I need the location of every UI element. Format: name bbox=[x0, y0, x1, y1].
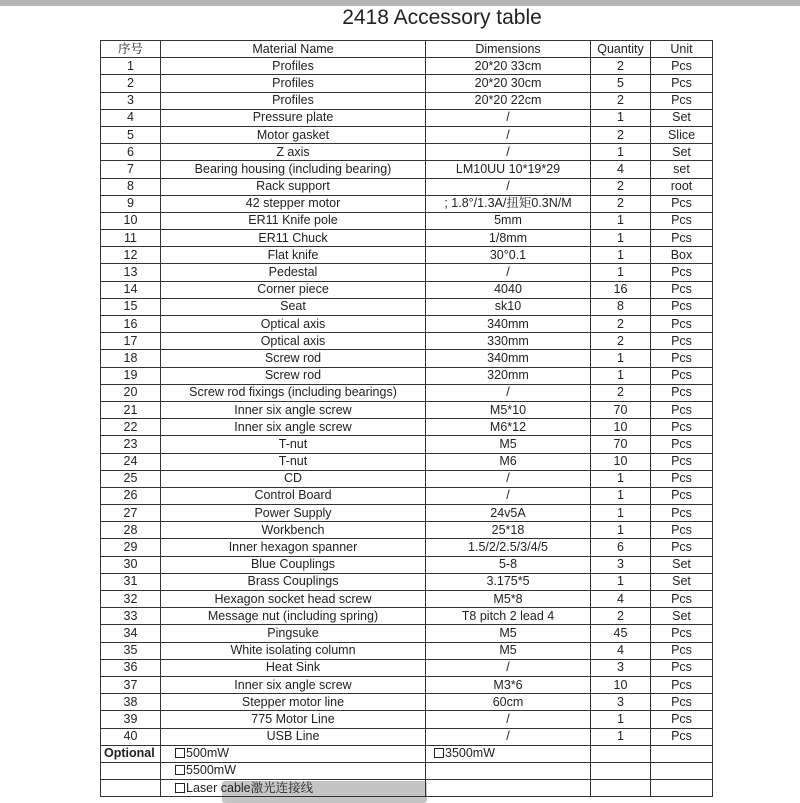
cell-index: 7 bbox=[101, 161, 161, 178]
cell-index: 14 bbox=[101, 281, 161, 298]
cell-unit: Pcs bbox=[651, 539, 713, 556]
optional-item-label: 3500mW bbox=[445, 746, 496, 761]
cell-quantity: 1 bbox=[591, 367, 651, 384]
cell-unit: Pcs bbox=[651, 367, 713, 384]
optional-item[interactable] bbox=[426, 745, 591, 762]
cell-dimensions: ; 1.8°/1.3A/扭矩0.3N/M bbox=[426, 195, 591, 212]
cell-dimensions: 3.175*5 bbox=[426, 573, 591, 590]
cell-dimensions: / bbox=[426, 659, 591, 676]
cell-quantity: 2 bbox=[591, 178, 651, 195]
cell-material-name: Pingsuke bbox=[161, 625, 426, 642]
table-row bbox=[101, 694, 713, 711]
cell-index: 17 bbox=[101, 333, 161, 350]
cell-dimensions: 330mm bbox=[426, 333, 591, 350]
cell-quantity: 45 bbox=[591, 625, 651, 642]
cell-unit: Pcs bbox=[651, 350, 713, 367]
cell-quantity: 1 bbox=[591, 522, 651, 539]
empty-cell bbox=[591, 780, 651, 797]
cell-index: 10 bbox=[101, 212, 161, 229]
cell-quantity: 10 bbox=[591, 419, 651, 436]
cell-dimensions: 1/8mm bbox=[426, 230, 591, 247]
cell-dimensions: M5*8 bbox=[426, 591, 591, 608]
cell-quantity: 1 bbox=[591, 711, 651, 728]
cell-unit: Set bbox=[651, 556, 713, 573]
cell-material-name: T-nut bbox=[161, 453, 426, 470]
table-row bbox=[101, 316, 713, 333]
cell-material-name: Bearing housing (including bearing) bbox=[161, 161, 426, 178]
table-row bbox=[101, 676, 713, 693]
cell-unit: Pcs bbox=[651, 316, 713, 333]
cell-unit: Pcs bbox=[651, 694, 713, 711]
cell-dimensions: M5 bbox=[426, 642, 591, 659]
empty-cell bbox=[426, 762, 591, 779]
table-row bbox=[101, 126, 713, 143]
cell-material-name: Hexagon socket head screw bbox=[161, 591, 426, 608]
cell-material-name: Inner six angle screw bbox=[161, 419, 426, 436]
cell-unit: Pcs bbox=[651, 401, 713, 418]
header-row bbox=[101, 41, 713, 58]
cell-dimensions: M5 bbox=[426, 436, 591, 453]
cell-material-name: Profiles bbox=[161, 75, 426, 92]
cell-unit: Pcs bbox=[651, 728, 713, 745]
cell-unit: Pcs bbox=[651, 676, 713, 693]
table-row bbox=[101, 453, 713, 470]
cell-dimensions: / bbox=[426, 487, 591, 504]
cell-index: 32 bbox=[101, 591, 161, 608]
cell-index: 34 bbox=[101, 625, 161, 642]
table-row bbox=[101, 109, 713, 126]
optional-item[interactable] bbox=[161, 762, 426, 779]
cell-dimensions: LM10UU 10*19*29 bbox=[426, 161, 591, 178]
cell-dimensions: / bbox=[426, 728, 591, 745]
cell-dimensions: 340mm bbox=[426, 316, 591, 333]
cell-quantity: 3 bbox=[591, 659, 651, 676]
cell-dimensions: 5mm bbox=[426, 212, 591, 229]
cell-material-name: Power Supply bbox=[161, 505, 426, 522]
cell-material-name: Optical axis bbox=[161, 333, 426, 350]
cell-unit: Pcs bbox=[651, 212, 713, 229]
cell-material-name: White isolating column bbox=[161, 642, 426, 659]
cell-dimensions: T8 pitch 2 lead 4 bbox=[426, 608, 591, 625]
cell-unit: Pcs bbox=[651, 436, 713, 453]
cell-material-name: Flat knife bbox=[161, 247, 426, 264]
cell-quantity: 1 bbox=[591, 144, 651, 161]
cell-quantity: 2 bbox=[591, 316, 651, 333]
cell-material-name: Screw rod bbox=[161, 367, 426, 384]
cell-quantity: 70 bbox=[591, 401, 651, 418]
table-row bbox=[101, 573, 713, 590]
cell-dimensions: 1.5/2/2.5/3/4/5 bbox=[426, 539, 591, 556]
cell-material-name: ER11 Knife pole bbox=[161, 212, 426, 229]
cell-index: 13 bbox=[101, 264, 161, 281]
cell-unit: Pcs bbox=[651, 625, 713, 642]
cell-unit: Pcs bbox=[651, 659, 713, 676]
cell-unit: Pcs bbox=[651, 281, 713, 298]
cell-unit: Set bbox=[651, 144, 713, 161]
cell-unit: Pcs bbox=[651, 419, 713, 436]
cell-material-name: Screw rod fixings (including bearings) bbox=[161, 384, 426, 401]
cell-index: 36 bbox=[101, 659, 161, 676]
cell-unit: Pcs bbox=[651, 298, 713, 315]
table-row bbox=[101, 556, 713, 573]
cell-material-name: Message nut (including spring) bbox=[161, 608, 426, 625]
cell-material-name: Corner piece bbox=[161, 281, 426, 298]
cell-material-name: Stepper motor line bbox=[161, 694, 426, 711]
accessory-table bbox=[100, 40, 713, 797]
cell-index: 25 bbox=[101, 470, 161, 487]
cell-index: 3 bbox=[101, 92, 161, 109]
cell-quantity: 2 bbox=[591, 126, 651, 143]
table-row bbox=[101, 401, 713, 418]
header-dimensions: Dimensions bbox=[426, 41, 591, 58]
cell-index: 35 bbox=[101, 642, 161, 659]
cell-material-name: Profiles bbox=[161, 58, 426, 75]
cell-index: 19 bbox=[101, 367, 161, 384]
checkbox-icon[interactable] bbox=[175, 748, 185, 758]
cell-quantity: 2 bbox=[591, 608, 651, 625]
cell-dimensions: 340mm bbox=[426, 350, 591, 367]
cell-unit: Set bbox=[651, 608, 713, 625]
table-row bbox=[101, 419, 713, 436]
cell-dimensions: M3*6 bbox=[426, 676, 591, 693]
table-row bbox=[101, 505, 713, 522]
cell-quantity: 5 bbox=[591, 75, 651, 92]
table-row bbox=[101, 608, 713, 625]
table-row bbox=[101, 350, 713, 367]
cell-material-name: Optical axis bbox=[161, 316, 426, 333]
cell-material-name: Screw rod bbox=[161, 350, 426, 367]
cell-index: 4 bbox=[101, 109, 161, 126]
cell-index: 22 bbox=[101, 419, 161, 436]
cell-material-name: Workbench bbox=[161, 522, 426, 539]
optional-row bbox=[101, 745, 713, 762]
cell-index: 11 bbox=[101, 230, 161, 247]
header-unit: Unit bbox=[651, 41, 713, 58]
table-row bbox=[101, 212, 713, 229]
table-row bbox=[101, 625, 713, 642]
cell-dimensions: M6 bbox=[426, 453, 591, 470]
checkbox-icon[interactable] bbox=[434, 748, 444, 758]
cell-quantity: 1 bbox=[591, 247, 651, 264]
cell-dimensions: 24v5A bbox=[426, 505, 591, 522]
cell-quantity: 3 bbox=[591, 694, 651, 711]
cell-quantity: 1 bbox=[591, 487, 651, 504]
cell-material-name: T-nut bbox=[161, 436, 426, 453]
table-row bbox=[101, 144, 713, 161]
cell-unit: Pcs bbox=[651, 384, 713, 401]
table-row bbox=[101, 539, 713, 556]
cell-index: 1 bbox=[101, 58, 161, 75]
cell-quantity: 2 bbox=[591, 58, 651, 75]
empty-cell bbox=[591, 762, 651, 779]
table-row bbox=[101, 230, 713, 247]
cell-unit: Set bbox=[651, 109, 713, 126]
table-row bbox=[101, 92, 713, 109]
cell-unit: Pcs bbox=[651, 195, 713, 212]
cell-index: 8 bbox=[101, 178, 161, 195]
cell-dimensions: 60cm bbox=[426, 694, 591, 711]
cell-dimensions: 5-8 bbox=[426, 556, 591, 573]
cell-index: 6 bbox=[101, 144, 161, 161]
cell-material-name: Inner six angle screw bbox=[161, 676, 426, 693]
cell-material-name: Control Board bbox=[161, 487, 426, 504]
cell-material-name: ER11 Chuck bbox=[161, 230, 426, 247]
cell-quantity: 10 bbox=[591, 676, 651, 693]
table-row bbox=[101, 75, 713, 92]
empty-cell bbox=[651, 745, 713, 762]
header-material-name: Material Name bbox=[161, 41, 426, 58]
cell-unit: Pcs bbox=[651, 264, 713, 281]
cell-material-name: 775 Motor Line bbox=[161, 711, 426, 728]
cell-unit: Pcs bbox=[651, 505, 713, 522]
cell-index: 16 bbox=[101, 316, 161, 333]
cell-index: 9 bbox=[101, 195, 161, 212]
cell-index: 31 bbox=[101, 573, 161, 590]
cell-material-name: Z axis bbox=[161, 144, 426, 161]
cell-unit: Pcs bbox=[651, 642, 713, 659]
cell-dimensions: 320mm bbox=[426, 367, 591, 384]
cell-material-name: Brass Couplings bbox=[161, 573, 426, 590]
cell-index: 39 bbox=[101, 711, 161, 728]
cell-index: 40 bbox=[101, 728, 161, 745]
cell-dimensions: sk10 bbox=[426, 298, 591, 315]
cell-quantity: 4 bbox=[591, 642, 651, 659]
empty-cell bbox=[101, 780, 161, 797]
cell-quantity: 2 bbox=[591, 384, 651, 401]
cell-unit: Pcs bbox=[651, 58, 713, 75]
cell-dimensions: / bbox=[426, 126, 591, 143]
cell-index: 28 bbox=[101, 522, 161, 539]
cell-material-name: Profiles bbox=[161, 92, 426, 109]
cell-index: 20 bbox=[101, 384, 161, 401]
optional-item[interactable] bbox=[161, 780, 426, 797]
cell-dimensions: / bbox=[426, 264, 591, 281]
table-row bbox=[101, 333, 713, 350]
cell-index: 18 bbox=[101, 350, 161, 367]
cell-quantity: 10 bbox=[591, 453, 651, 470]
optional-row bbox=[101, 780, 713, 797]
table-row bbox=[101, 298, 713, 315]
cell-index: 27 bbox=[101, 505, 161, 522]
empty-cell bbox=[591, 745, 651, 762]
table-row bbox=[101, 642, 713, 659]
cell-quantity: 2 bbox=[591, 195, 651, 212]
cell-index: 30 bbox=[101, 556, 161, 573]
cell-unit: Box bbox=[651, 247, 713, 264]
cell-dimensions: / bbox=[426, 109, 591, 126]
cell-dimensions: 25*18 bbox=[426, 522, 591, 539]
cell-quantity: 4 bbox=[591, 591, 651, 608]
cell-quantity: 1 bbox=[591, 470, 651, 487]
table-row bbox=[101, 264, 713, 281]
cell-quantity: 4 bbox=[591, 161, 651, 178]
table-row bbox=[101, 367, 713, 384]
cell-unit: Slice bbox=[651, 126, 713, 143]
table-row bbox=[101, 487, 713, 504]
cell-material-name: Pedestal bbox=[161, 264, 426, 281]
cell-unit: Pcs bbox=[651, 591, 713, 608]
table-row bbox=[101, 384, 713, 401]
cell-unit: Pcs bbox=[651, 487, 713, 504]
table-row bbox=[101, 591, 713, 608]
optional-item-label: Laser cable激光连接线 bbox=[186, 780, 314, 795]
table-row bbox=[101, 470, 713, 487]
cell-index: 12 bbox=[101, 247, 161, 264]
cell-dimensions: / bbox=[426, 178, 591, 195]
cell-material-name: Motor gasket bbox=[161, 126, 426, 143]
cell-quantity: 1 bbox=[591, 109, 651, 126]
cell-quantity: 2 bbox=[591, 92, 651, 109]
cell-index: 5 bbox=[101, 126, 161, 143]
cell-index: 33 bbox=[101, 608, 161, 625]
cell-material-name: Seat bbox=[161, 298, 426, 315]
cell-unit: Pcs bbox=[651, 75, 713, 92]
table-row bbox=[101, 161, 713, 178]
cell-unit: Pcs bbox=[651, 230, 713, 247]
table-row bbox=[101, 195, 713, 212]
cell-dimensions: / bbox=[426, 470, 591, 487]
cell-quantity: 1 bbox=[591, 728, 651, 745]
cell-material-name: Rack support bbox=[161, 178, 426, 195]
cell-index: 24 bbox=[101, 453, 161, 470]
empty-cell bbox=[651, 762, 713, 779]
cell-dimensions: 30°0.1 bbox=[426, 247, 591, 264]
cell-quantity: 1 bbox=[591, 264, 651, 281]
optional-item[interactable] bbox=[161, 745, 426, 762]
cell-dimensions: / bbox=[426, 384, 591, 401]
cell-material-name: Pressure plate bbox=[161, 109, 426, 126]
cell-unit: set bbox=[651, 161, 713, 178]
table-row bbox=[101, 711, 713, 728]
table-row bbox=[101, 281, 713, 298]
empty-cell bbox=[101, 762, 161, 779]
optional-row bbox=[101, 762, 713, 779]
cell-unit: root bbox=[651, 178, 713, 195]
cell-quantity: 1 bbox=[591, 505, 651, 522]
header-quantity: Quantity bbox=[591, 41, 651, 58]
cell-material-name: Blue Couplings bbox=[161, 556, 426, 573]
cell-dimensions: / bbox=[426, 711, 591, 728]
cell-unit: Pcs bbox=[651, 92, 713, 109]
cell-index: 26 bbox=[101, 487, 161, 504]
cell-quantity: 6 bbox=[591, 539, 651, 556]
cell-index: 2 bbox=[101, 75, 161, 92]
cell-dimensions: / bbox=[426, 144, 591, 161]
page-title: 2418 Accessory table bbox=[342, 6, 542, 29]
empty-cell bbox=[651, 780, 713, 797]
cell-quantity: 1 bbox=[591, 573, 651, 590]
table-row bbox=[101, 178, 713, 195]
cell-quantity: 2 bbox=[591, 333, 651, 350]
cell-index: 15 bbox=[101, 298, 161, 315]
cell-quantity: 3 bbox=[591, 556, 651, 573]
header-index: 序号 bbox=[101, 41, 161, 58]
table-row bbox=[101, 436, 713, 453]
cell-dimensions: 4040 bbox=[426, 281, 591, 298]
table-row bbox=[101, 58, 713, 75]
cell-index: 37 bbox=[101, 676, 161, 693]
cell-dimensions: 20*20 30cm bbox=[426, 75, 591, 92]
cell-unit: Pcs bbox=[651, 333, 713, 350]
cell-unit: Pcs bbox=[651, 522, 713, 539]
cell-material-name: Inner hexagon spanner bbox=[161, 539, 426, 556]
cell-quantity: 1 bbox=[591, 230, 651, 247]
cell-unit: Set bbox=[651, 573, 713, 590]
cell-dimensions: M6*12 bbox=[426, 419, 591, 436]
cell-quantity: 70 bbox=[591, 436, 651, 453]
cell-index: 29 bbox=[101, 539, 161, 556]
optional-item-label: 5500mW bbox=[186, 763, 237, 778]
cell-quantity: 8 bbox=[591, 298, 651, 315]
cell-quantity: 1 bbox=[591, 350, 651, 367]
checkbox-icon[interactable] bbox=[175, 783, 185, 793]
cell-material-name: Inner six angle screw bbox=[161, 401, 426, 418]
cell-dimensions: M5 bbox=[426, 625, 591, 642]
cell-unit: Pcs bbox=[651, 453, 713, 470]
cell-material-name: Heat Sink bbox=[161, 659, 426, 676]
empty-cell bbox=[426, 780, 591, 797]
table-row bbox=[101, 522, 713, 539]
cell-index: 38 bbox=[101, 694, 161, 711]
table-row bbox=[101, 659, 713, 676]
cell-dimensions: M5*10 bbox=[426, 401, 591, 418]
cell-index: 21 bbox=[101, 401, 161, 418]
cell-dimensions: 20*20 22cm bbox=[426, 92, 591, 109]
table-row bbox=[101, 247, 713, 264]
cell-unit: Pcs bbox=[651, 470, 713, 487]
cell-index: 23 bbox=[101, 436, 161, 453]
cell-material-name: CD bbox=[161, 470, 426, 487]
table-row bbox=[101, 728, 713, 745]
cell-material-name: 42 stepper motor bbox=[161, 195, 426, 212]
cell-unit: Pcs bbox=[651, 711, 713, 728]
cell-quantity: 16 bbox=[591, 281, 651, 298]
optional-item-label: 500mW bbox=[186, 746, 230, 761]
optional-label: Optional bbox=[101, 745, 161, 762]
cell-dimensions: 20*20 33cm bbox=[426, 58, 591, 75]
checkbox-icon[interactable] bbox=[175, 765, 185, 775]
cell-quantity: 1 bbox=[591, 212, 651, 229]
cell-material-name: USB Line bbox=[161, 728, 426, 745]
